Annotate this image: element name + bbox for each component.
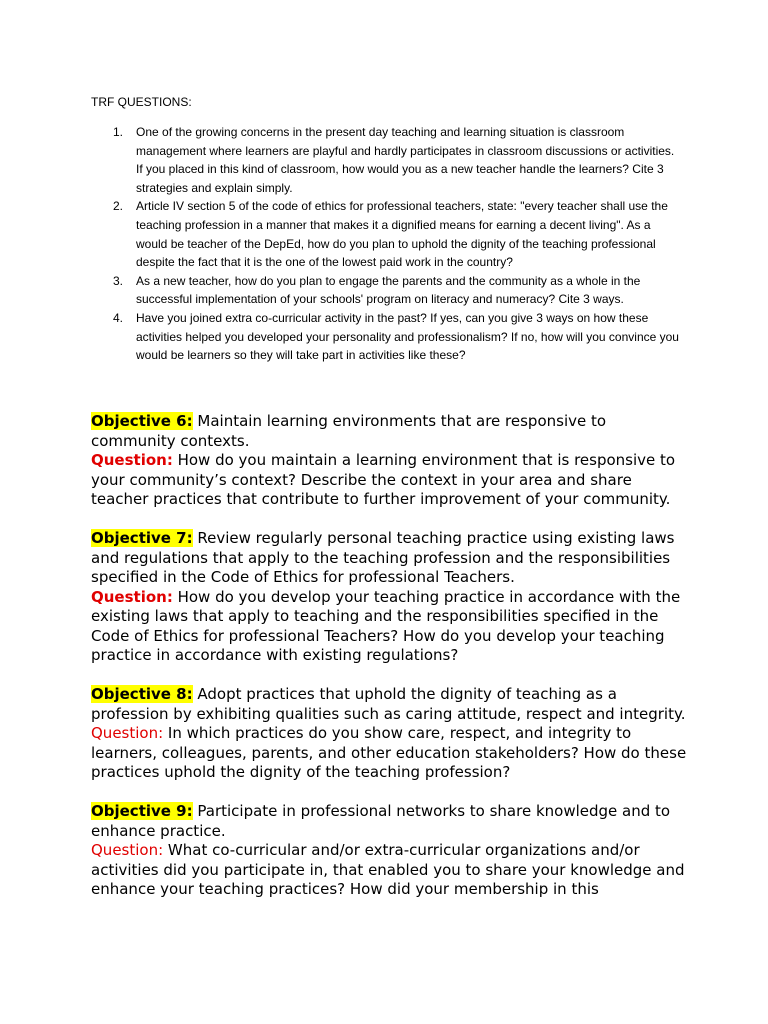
trf-question-number: 4.	[113, 310, 124, 325]
trf-question-text: One of the growing concerns in the present day teaching and learning situation is classroom management where learners are playful and hardly participates in classroom discussions or activities. If you placed in this kind of classroom, how would you as a new teacher handle the learners? Cite 3 strategies and explain simply.	[136, 125, 675, 195]
question-label: Question:	[91, 724, 164, 742]
objective-text: Participate in professional networks to share knowledge and to enhance practice.	[91, 802, 671, 840]
objective-block-7	[91, 529, 691, 666]
objective-block-6	[91, 412, 691, 510]
trf-question-item	[91, 309, 691, 365]
question-text: In which practices do you show care, respect, and integrity to learners, colleagues, parents, and other education stakeholders? How do these practices uphold the dignity of the teaching profession?	[91, 724, 687, 781]
trf-question-item	[91, 123, 691, 197]
trf-question-list	[91, 123, 691, 365]
objective-question	[91, 588, 691, 666]
objective-block-9	[91, 802, 691, 900]
objective-statement	[91, 529, 691, 588]
question-text: How do you develop your teaching practice in accordance with the existing laws that apply to teaching and the responsibilities specified in the Code of Ethics for professional Teachers? How do you develop your teaching practice in accordance with existing regulations?	[91, 587, 681, 664]
question-text: What co-curricular and/or extra-curricular organizations and/or activities did you participate in, that enabled you to share your knowledge and enhance your teaching practices? How did your membership in this	[91, 841, 685, 898]
objective-text: Review regularly personal teaching practice using existing laws and regulations that apply to the teaching profession and the responsibilities specified in the Code of Ethics for professional Teachers.	[91, 529, 675, 586]
objective-label: Objective 7:	[91, 529, 193, 547]
question-label: Question:	[91, 841, 164, 859]
objective-block-8	[91, 685, 691, 783]
trf-question-text: As a new teacher, how do you plan to engage the parents and the community as a whole in the successful implementation of your schools' program on literacy and numeracy? Cite 3 ways.	[136, 273, 641, 307]
objective-question	[91, 724, 691, 783]
question-label: Question:	[91, 587, 173, 606]
objective-label: Objective 6:	[91, 412, 193, 430]
objective-question	[91, 451, 691, 510]
objective-label: Objective 9:	[91, 802, 193, 820]
trf-question-item	[91, 272, 691, 309]
trf-question-number: 1.	[113, 125, 124, 139]
objectives-section	[91, 412, 691, 919]
trf-question-text: Have you joined extra co-curricular activity in the past? If yes, can you give 3 ways on how these activities helped you developed your personality and professionalism? If no, how will you convince you would be learners so they will take part in activities like these?	[136, 310, 679, 363]
question-label: Question:	[91, 451, 173, 469]
objective-question	[91, 841, 691, 900]
trf-question-number: 3.	[113, 273, 124, 288]
question-text: How do you maintain a learning environment that is responsive to your community’s context? Describe the context in your area and share teacher practices that contribute to further improvement of your community.	[91, 451, 676, 508]
trf-heading: TRF QUESTIONS:	[91, 95, 192, 109]
trf-question-item	[91, 197, 691, 271]
objective-text: Maintain learning environments that are responsive to community contexts.	[91, 412, 607, 450]
objective-text: Adopt practices that uphold the dignity of teaching as a profession by exhibiting qualities such as caring attitude, respect and integrity.	[91, 685, 686, 723]
objective-statement	[91, 802, 691, 841]
objective-statement	[91, 685, 691, 724]
trf-question-number: 2.	[113, 199, 124, 214]
objective-statement	[91, 412, 691, 451]
objective-label: Objective 8:	[91, 685, 193, 703]
trf-question-text: Article IV section 5 of the code of ethics for professional teachers, state: "every teacher shall use the teaching profession in a manner that makes it a dignified means for earning a decent living". As a would be teacher of the DepEd, how do you plan to uphold the dignity of the teaching professional despite the fact that it is the one of the lowest paid work in the country?	[136, 199, 668, 270]
